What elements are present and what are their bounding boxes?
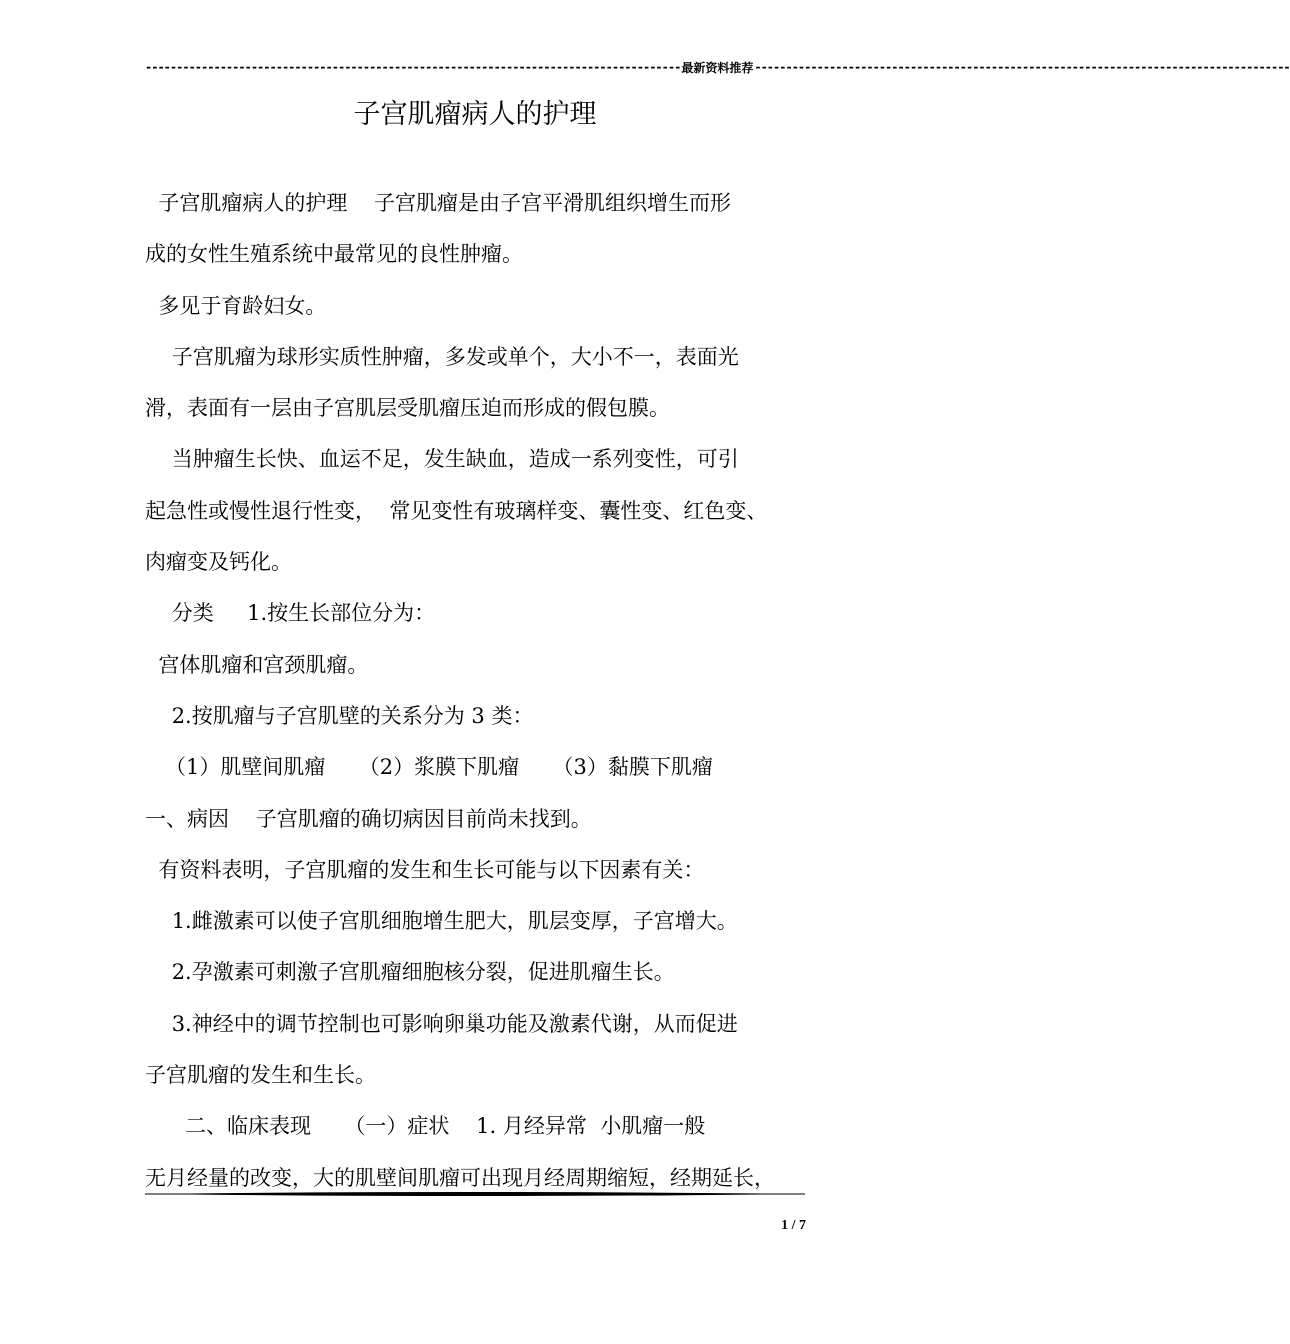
- body-line: 成的女性生殖系统中最常见的良性肿瘤。: [145, 242, 523, 267]
- body-line: 无月经量的改变，大的肌壁间肌瘤可出现月经周期缩短，经期延长，: [145, 1165, 775, 1190]
- body-line: 多见于育龄妇女。: [145, 293, 327, 318]
- footer-divider: [145, 1189, 805, 1199]
- body-line: 宫体肌瘤和宫颈肌瘤。: [145, 652, 369, 677]
- document-body: [145, 178, 820, 1204]
- header-dashes-left: --------------------------------------------------------------------------------------: [145, 60, 681, 74]
- body-line: （1）肌壁间肌瘤 （2）浆膜下肌瘤 （3）黏膜下肌瘤: [145, 755, 713, 780]
- page-header: [145, 60, 1290, 75]
- body-line: 起急性或慢性退行性变， 常见变性有玻璃样变、囊性变、红色变、: [145, 498, 768, 523]
- document-title: 子宫肌瘤病人的护理: [353, 99, 597, 130]
- body-line: 分类 1.按生长部位分为：: [145, 601, 436, 626]
- body-line: 一、病因 子宫肌瘤的确切病因目前尚未找到。: [145, 806, 592, 831]
- body-line: 当肿瘤生长快、血运不足，发生缺血，造成一系列变性，可引: [145, 447, 739, 472]
- page-number: 1 / 7: [781, 1218, 806, 1233]
- body-line: 子宫肌瘤病人的护理 子宫肌瘤是由子宫平滑肌组织增生而形: [145, 191, 732, 215]
- header-label: 最新资料推荐: [681, 60, 754, 75]
- body-line: 有资料表明，子宫肌瘤的发生和生长可能与以下因素有关：: [145, 857, 705, 882]
- body-line: 二、临床表现 （一）症状 1. 月经异常 小肌瘤一般: [145, 1114, 706, 1139]
- body-line: 肉瘤变及钙化。: [145, 550, 292, 575]
- body-line: 子宫肌瘤为球形实质性肿瘤，多发或单个，大小不一，表面光: [145, 344, 739, 369]
- body-line: 2.按肌瘤与子宫肌壁的关系分为 3 类：: [145, 703, 534, 728]
- body-line: 3.神经中的调节控制也可影响卵巢功能及激素代谢，从而促进: [145, 1011, 738, 1036]
- body-line: 2.孕激素可刺激子宫肌瘤细胞核分裂，促进肌瘤生长。: [145, 960, 675, 985]
- body-line: 1.雌激素可以使子宫肌细胞增生肥大，肌层变厚，子宫增大。: [145, 909, 738, 934]
- body-line: 子宫肌瘤的发生和生长。: [145, 1063, 376, 1088]
- body-line: 滑，表面有一层由子宫肌层受肌瘤压迫而形成的假包膜。: [145, 396, 670, 421]
- header-dashes-right: --------------------------------------------------------------------------------------: [754, 60, 1290, 74]
